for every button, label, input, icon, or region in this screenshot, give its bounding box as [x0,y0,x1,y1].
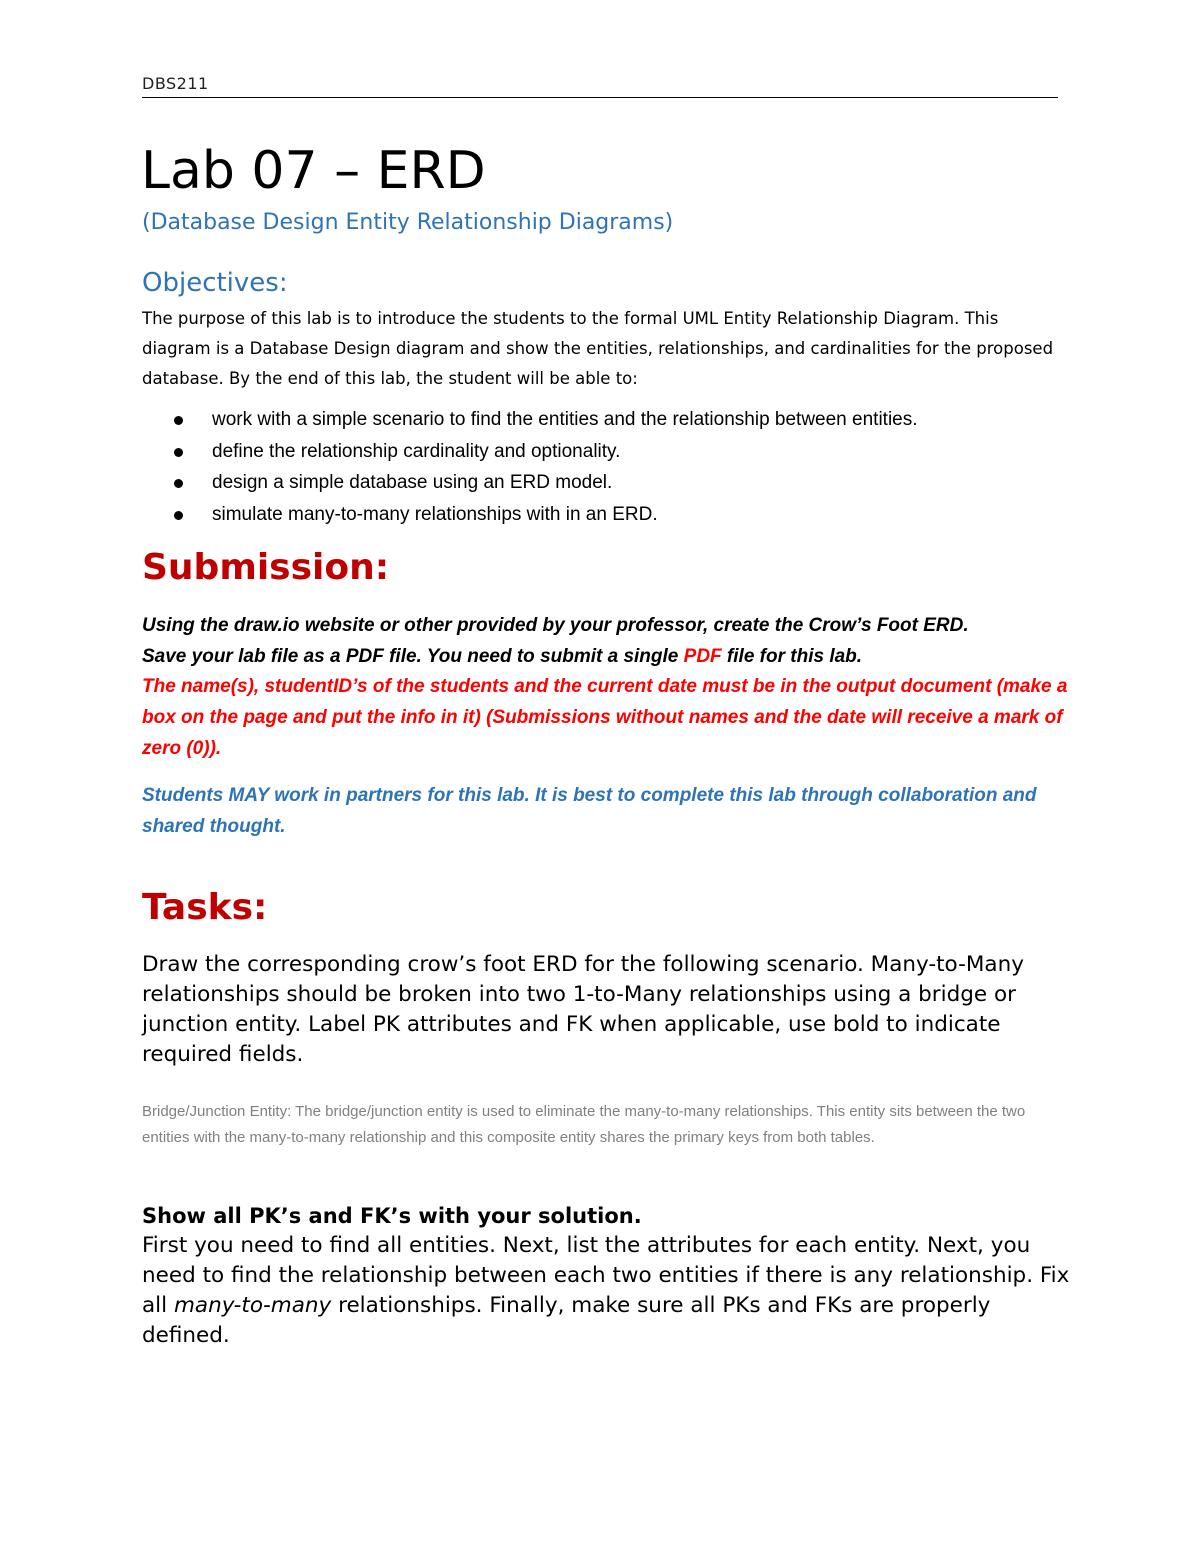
bullet-icon [174,448,183,457]
objectives-list [142,404,1072,530]
pdf-highlight: PDF [683,646,722,667]
submission-warning: The name(s), studentID’s of the students and the current date must be in the output document (make a box on the page and put the info in it) (Submissions without names and the date will receive a mark of zero (0)). [142,676,1068,759]
objective-text: define the relationship cardinality and optionality. [212,440,621,462]
tasks-steps [142,1231,1072,1351]
page-subtitle: (Database Design Entity Relationship Diagrams) [142,210,674,235]
objectives-intro: The purpose of this lab is to introduce the students to the formal UML Entity Relationship Diagram. This diagram is a Database Design diagram and show the entities, relationships, and cardinalities for the proposed database. By the end of this lab, the student will be able to: [142,309,1054,388]
tasks-heading: Tasks: [142,887,268,928]
objective-item [142,499,1072,531]
bullet-icon [174,511,183,520]
objective-item [142,436,1072,468]
submission-line-2-end: file for this lab. [721,646,863,667]
objectives-heading: Objectives: [142,268,288,298]
steps-text-start: First you need to find all entities. Next, list the attributes for each entity. Next, you need to find the relationship between each two entities if there is any relationship. Fix all [142,1233,1070,1318]
submission-line-1: Using the draw.io website or other provided by your professor, create the Crow’s Foot ERD. [142,615,969,636]
objective-item [142,467,1072,499]
submission-heading: Submission: [142,547,390,588]
objective-text: simulate many-to-many relationships with in an ERD. [212,503,658,525]
course-code-header: DBS211 [142,74,209,93]
objective-item [142,404,1072,436]
bridge-entity-note: Bridge/Junction Entity: The bridge/junction entity is used to eliminate the many-to-many relationships. This entity sits between the two entities with the many-to-many relationship and this composite entity shares the primary keys from both tables. [142,1103,1026,1146]
header-divider [142,97,1058,98]
objective-text: design a simple database using an ERD model. [212,472,613,493]
bullet-icon [174,416,183,425]
show-keys-heading: Show all PK’s and FK’s with your solution. [142,1204,642,1228]
steps-emphasis: many-to-many [173,1293,332,1318]
objective-text: work with a simple scenario to find the entities and the relationship between entities. [212,409,918,430]
tasks-description: Draw the corresponding crow’s foot ERD for the following scenario. Many-to-Many relationships should be broken into two 1-to-Many relationships using a bridge or junction entity. Label PK attributes and FK when applicable, use bold to indicate required fields. [142,952,1024,1067]
page-title: Lab 07 – ERD [141,141,486,201]
steps-text-end: relationships. Finally, make sure all PKs and FKs are properly defined. [142,1293,991,1348]
partners-note: Students MAY work in partners for this lab. It is best to complete this lab through collaboration and shared thought. [142,785,1037,837]
submission-line-2-start: Save your lab file as a PDF file. You need to submit a single [142,646,684,667]
submission-instructions [142,610,1072,672]
bullet-icon [174,479,183,488]
